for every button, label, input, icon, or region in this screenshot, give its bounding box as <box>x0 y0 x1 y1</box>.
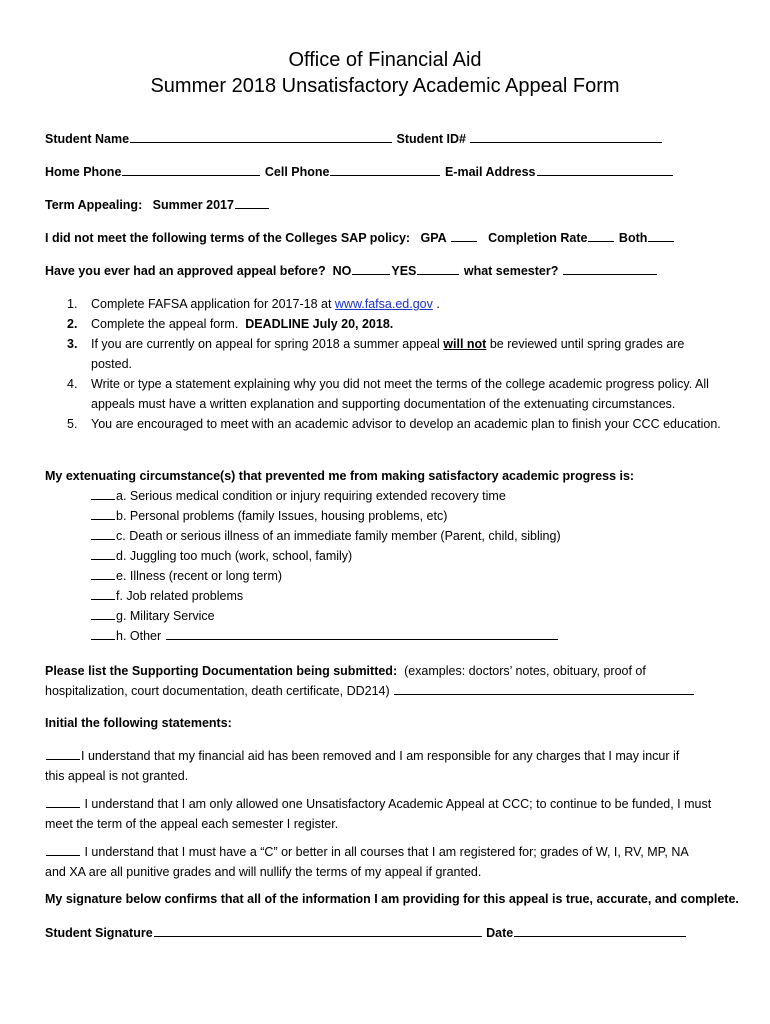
contact-row <box>45 163 674 181</box>
yes-label: YES <box>391 264 417 278</box>
cell-phone-label: Cell Phone <box>264 165 330 179</box>
other-field[interactable] <box>166 627 558 640</box>
cell-phone-field[interactable] <box>330 163 440 176</box>
list-item: 1. Complete FAFSA application for 2017-18 at www.fafsa.ed.gov . <box>67 297 440 311</box>
appeal-question: Have you ever had an approved appeal before? <box>45 264 326 278</box>
will-not-emphasis: will not <box>443 337 487 351</box>
yes-field[interactable] <box>417 262 459 275</box>
initial-field-1[interactable] <box>46 747 80 760</box>
initial-blank[interactable] <box>91 487 115 500</box>
documentation-field[interactable] <box>394 682 694 695</box>
both-field[interactable] <box>648 229 674 242</box>
email-label: E-mail Address <box>444 165 536 179</box>
circumstance-item: g. Military Service <box>90 606 561 626</box>
semester-field[interactable] <box>563 262 657 275</box>
list-item: 3. If you are currently on appeal for spring 2018 a summer appeal will not be reviewed until spring grades are posted. <box>67 337 685 371</box>
term-value: Summer 2017 <box>152 198 234 212</box>
signature-label: Student Signature <box>45 926 153 940</box>
list-item: 5. You are encouraged to meet with an academic advisor to develop an academic plan to finish your CCC education. <box>67 417 721 431</box>
circumstance-item: b. Personal problems (family Issues, housing problems, etc) <box>90 506 561 526</box>
signature-row <box>45 924 687 942</box>
fafsa-link[interactable]: www.fafsa.ed.gov <box>334 297 433 311</box>
statement-2: I understand that I am only allowed one Unsatisfactory Academic Appeal at CCC; to continue to be funded, I must meet the term of the appeal each semester I register. <box>45 797 712 831</box>
initial-blank[interactable] <box>91 567 115 580</box>
initial-field-2[interactable] <box>46 795 80 808</box>
statement-3: I understand that I must have a “C” or better in all courses that I am registered for; grades of W, I, RV, MP, NA and XA are all punitive grades and will nullify the terms of my appeal if granted. <box>45 845 689 879</box>
confirmation-statement: My signature below confirms that all of the information I am providing for this appeal is true, accurate, and complete. <box>45 892 739 906</box>
initial-blank[interactable] <box>91 507 115 520</box>
documentation-label: Please list the Supporting Documentation being submitted: <box>45 664 398 678</box>
documentation-section: Please list the Supporting Documentation being submitted: (examples: doctors’ notes, obituary, proof of hospitalization, court documentation, death certificate, DD214) <box>45 661 735 701</box>
prior-appeal-row <box>45 262 658 280</box>
home-phone-label: Home Phone <box>45 165 122 179</box>
circumstance-item: f. Job related problems <box>90 586 561 606</box>
sap-intro: I did not meet the following terms of the Colleges SAP policy: <box>45 231 411 245</box>
circumstances-heading: My extenuating circumstance(s) that prevented me from making satisfactory academic progress is: <box>45 469 635 483</box>
student-name-label: Student Name <box>45 132 130 146</box>
completion-rate-label: Completion Rate <box>488 231 588 245</box>
deadline-text: DEADLINE July 20, 2018. <box>245 317 394 331</box>
gpa-field[interactable] <box>451 229 477 242</box>
signature-field[interactable] <box>154 924 482 937</box>
date-field[interactable] <box>514 924 686 937</box>
student-id-label: Student ID# <box>396 132 466 146</box>
list-item: 2. Complete the appeal form. DEADLINE July 20, 2018. <box>67 317 394 331</box>
instructions-list <box>45 294 725 434</box>
initials-heading: Initial the following statements: <box>45 716 232 730</box>
no-label: NO <box>332 264 352 278</box>
student-name-row <box>45 130 663 148</box>
email-field[interactable] <box>537 163 673 176</box>
student-id-field[interactable] <box>470 130 662 143</box>
circumstance-item: e. Illness (recent or long term) <box>90 566 561 586</box>
term-row <box>45 196 270 214</box>
semester-label: what semester? <box>463 264 559 278</box>
completion-rate-field[interactable] <box>588 229 614 242</box>
statement-1: I understand that my financial aid has been removed and I am responsible for any charges that I may incur if this appeal is not granted. <box>45 749 680 783</box>
list-item: 4. Write or type a statement explaining why you did not meet the terms of the college academic progress policy. All appeals must have a written explanation and supporting documentation of the extenuating circumstances. <box>67 377 709 411</box>
initial-field-3[interactable] <box>46 843 80 856</box>
circumstance-item: c. Death or serious illness of an immediate family member (Parent, child, sibling) <box>90 526 561 546</box>
initial-blank[interactable] <box>91 607 115 620</box>
gpa-label: GPA <box>420 231 447 245</box>
office-title: Office of Financial Aid <box>288 49 482 71</box>
circumstance-item: a. Serious medical condition or injury requiring extended recovery time <box>90 486 561 506</box>
date-label: Date <box>486 926 514 940</box>
form-title: Summer 2018 Unsatisfactory Academic Appeal Form <box>150 75 620 97</box>
home-phone-field[interactable] <box>122 163 260 176</box>
term-label: Term Appealing: <box>45 198 143 212</box>
both-label: Both <box>618 231 648 245</box>
sap-row <box>45 229 675 247</box>
initial-blank[interactable] <box>91 547 115 560</box>
student-name-field[interactable] <box>130 130 392 143</box>
circumstance-item: h. Other <box>90 626 561 646</box>
circumstances-list <box>90 486 561 646</box>
initial-blank[interactable] <box>91 587 115 600</box>
no-field[interactable] <box>352 262 390 275</box>
initial-blank[interactable] <box>91 527 115 540</box>
initial-blank[interactable] <box>91 627 115 640</box>
circumstance-item: d. Juggling too much (work, school, family) <box>90 546 561 566</box>
term-field[interactable] <box>235 196 269 209</box>
